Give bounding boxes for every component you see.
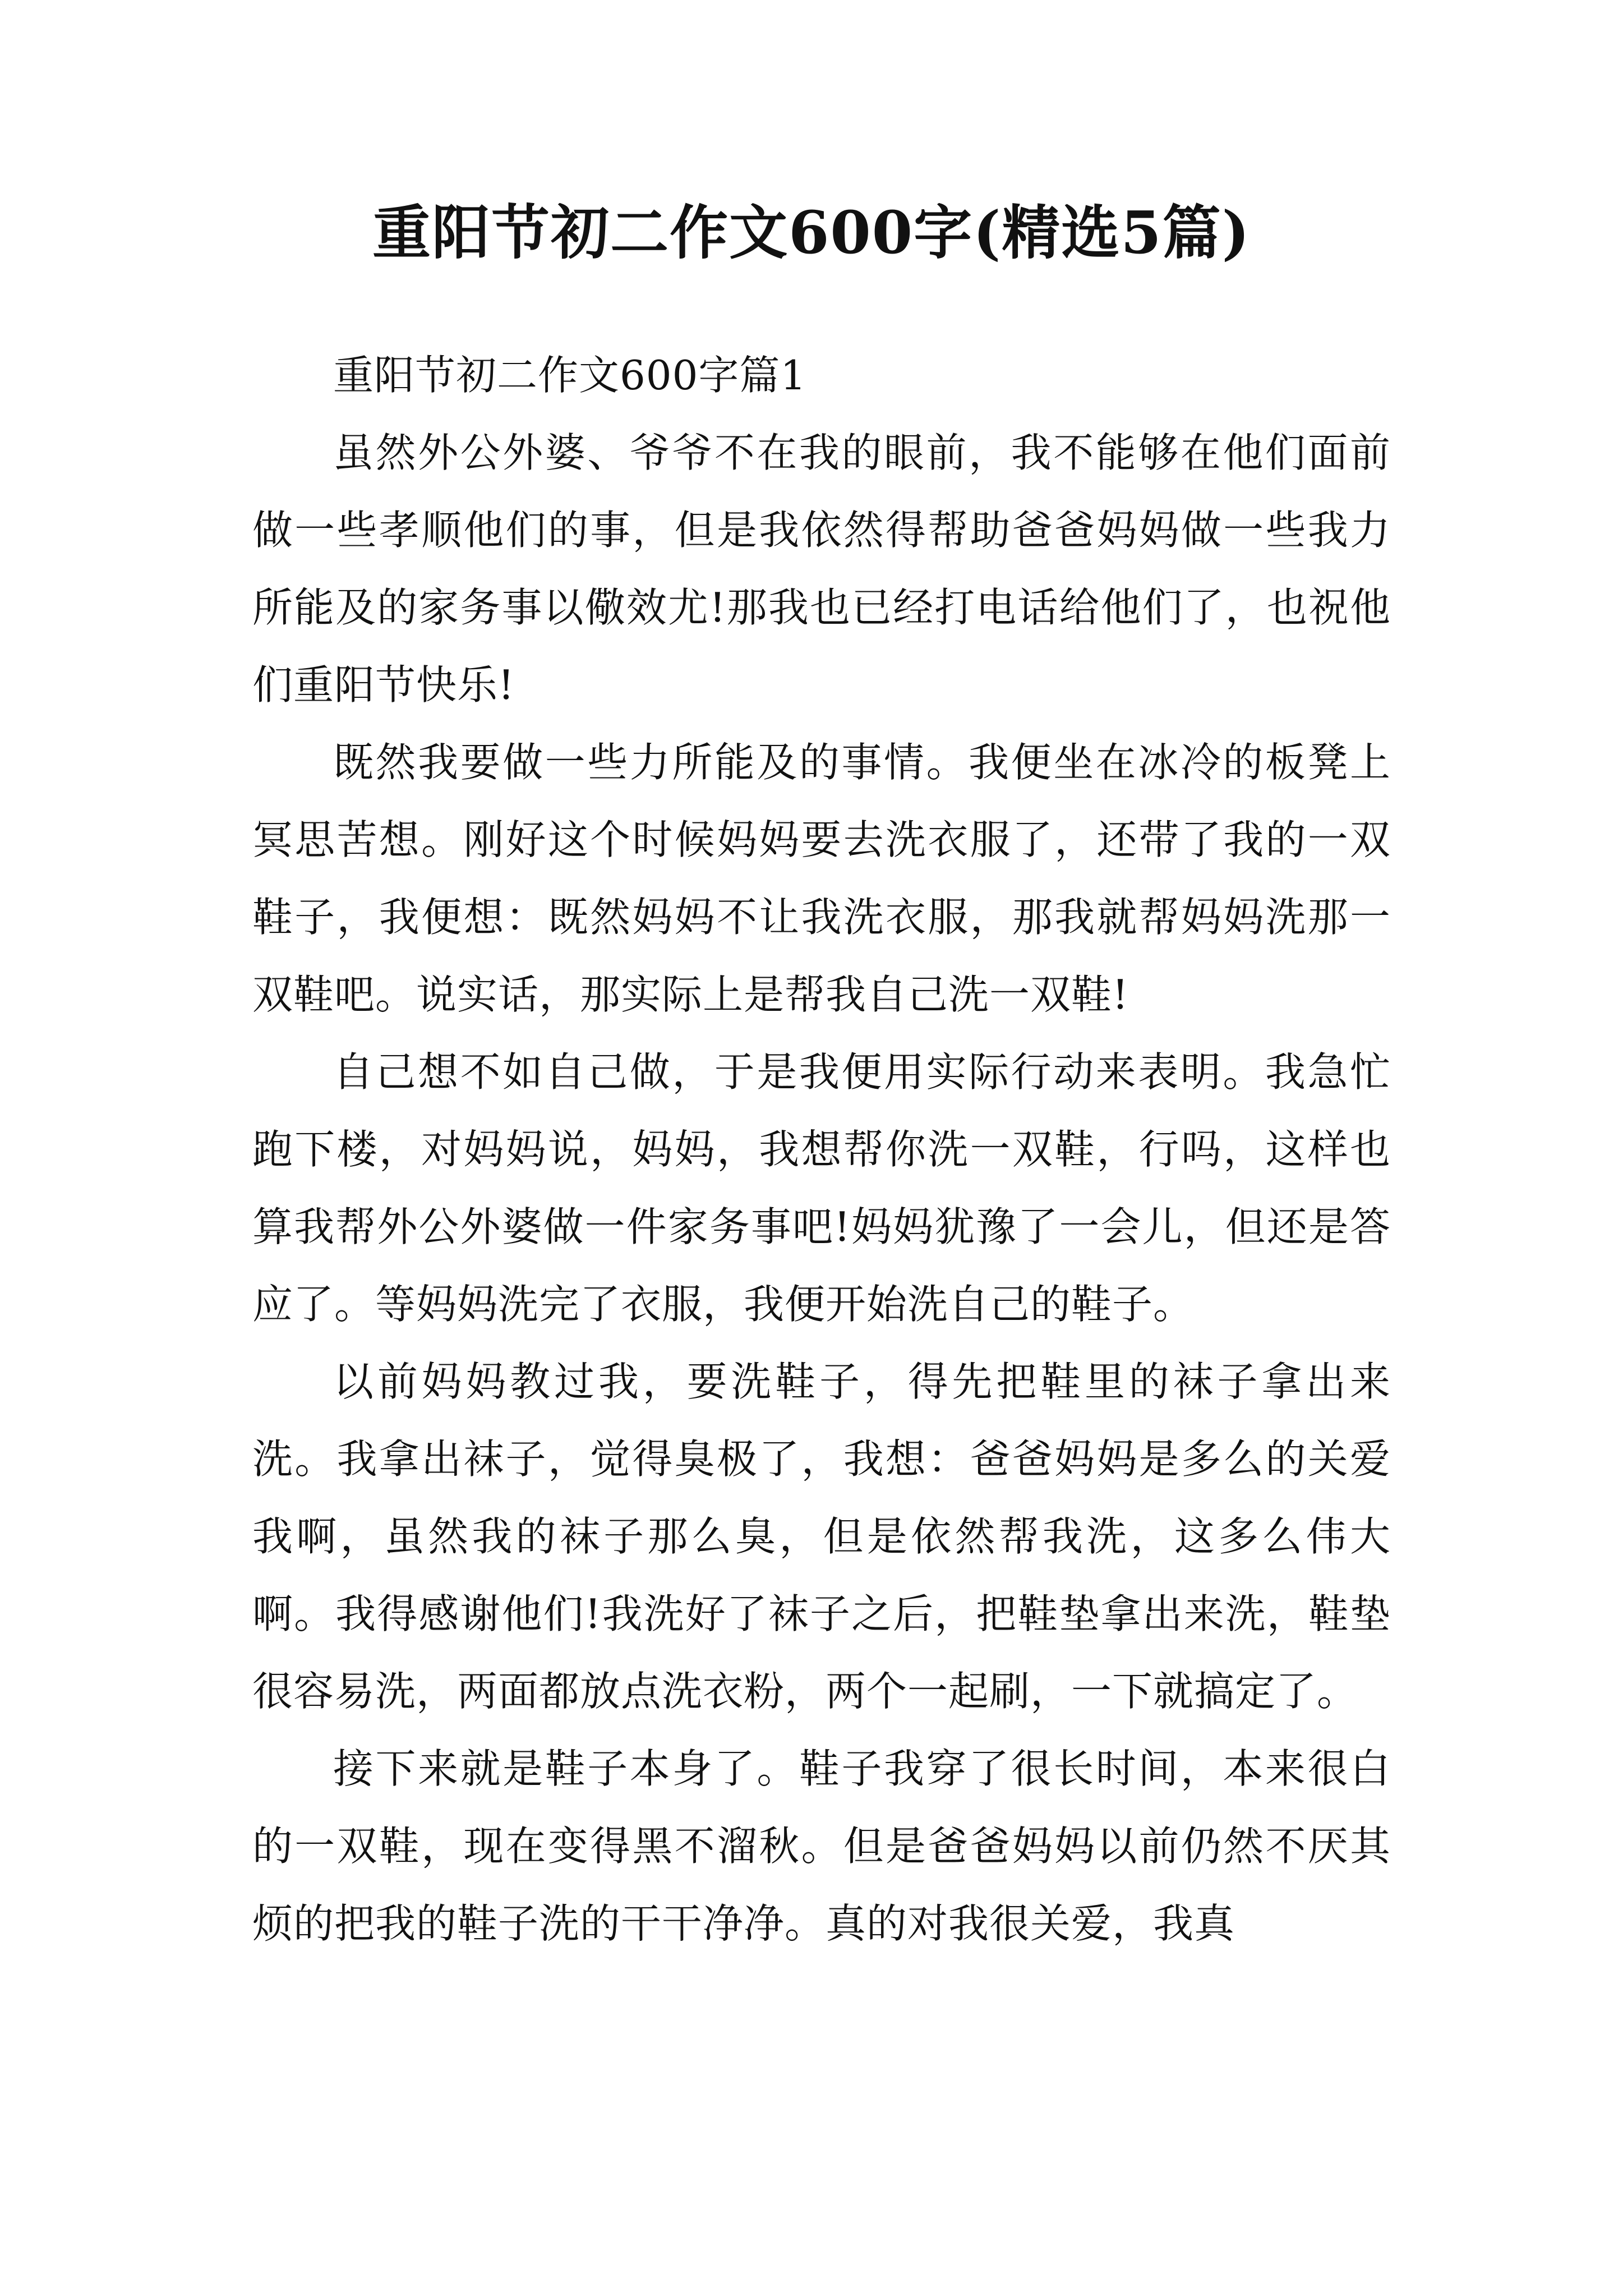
section-heading: 重阳节初二作文600字篇1 xyxy=(333,352,807,399)
paragraph-3: 自己想不如自己做，于是我便用实际行动来表明。我急忙跑下楼，对妈妈说，妈妈，我想帮你洗一双鞋，行吗，这样也算我帮外公外婆做一件家务事吧!妈妈犹豫了一会儿，但还是答应了。等妈妈洗完了衣服，我便开始洗自己的鞋子。 xyxy=(252,1048,1391,1328)
paragraph-5: 接下来就是鞋子本身了。鞋子我穿了很长时间，本来很白的一双鞋，现在变得黑不溜秋。但是爸爸妈妈以前仍然不厌其烦的把我的鞋子洗的干干净净。真的对我很关爱，我真 xyxy=(252,1745,1391,1947)
document-body xyxy=(252,337,1391,1962)
paragraph-2: 既然我要做一些力所能及的事情。我便坐在冰冷的板凳上冥思苦想。刚好这个时候妈妈要去洗衣服了，还带了我的一双鞋子，我便想：既然妈妈不让我洗衣服，那我就帮妈妈洗那一双鞋吧。说实话，那实际上是帮我自己洗一双鞋! xyxy=(252,739,1391,1018)
paragraph-4: 以前妈妈教过我，要洗鞋子，得先把鞋里的袜子拿出来洗。我拿出袜子，觉得臭极了，我想：爸爸妈妈是多么的关爱我啊，虽然我的袜子那么臭，但是依然帮我洗，这多么伟大啊。我得感谢他们!我洗好了袜子之后，把鞋垫拿出来洗，鞋垫很容易洗，两面都放点洗衣粉，两个一起刷，一下就搞定了。 xyxy=(252,1358,1391,1715)
paragraph-1: 虽然外公外婆、爷爷不在我的眼前，我不能够在他们面前做一些孝顺他们的事，但是我依然得帮助爸爸妈妈做一些我力所能及的家务事以儆效尤!那我也已经打电话给他们了，也祝他们重阳节快乐! xyxy=(252,429,1391,708)
document-title: 重阳节初二作文600字(精选5篇) xyxy=(372,198,1251,267)
